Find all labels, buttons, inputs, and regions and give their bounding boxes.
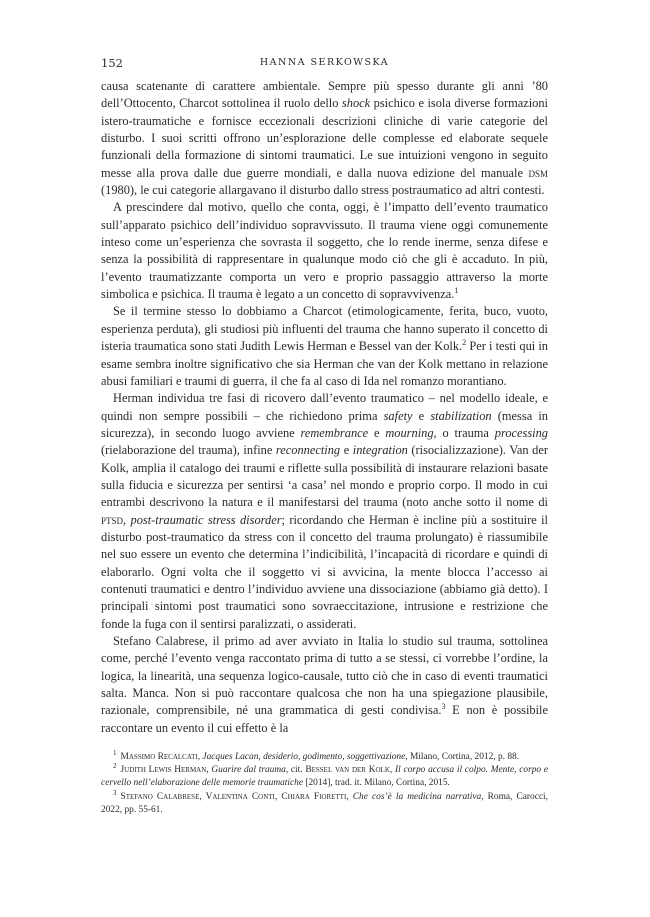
text-run: (risocializzazione). Van der Kolk, amplia il catalogo dei traumi e riflette sulla possibilità di instaurare relazioni basate sulla fiducia e sicurezza per sentirsi ‘a casa’ nel mondo e proprio corpo. Il modo in cui entrambi descrivono la natura e il manifestarsi del trauma (noto anche sotto il nome di [101,443,548,510]
page-header [101,56,548,76]
italic-term: reconnecting [275,443,341,458]
text-run: Stefano Calabrese, il primo ad aver avviato in Italia lo studio sul trauma, sottolinea come, perché l’evento venga raccontato prima di tutto a se stessi, ci vorrebbe l’ordine, la logica, la linearità, una sequenza logico-causale, tutto ciò che in caso di eventi traumatici salta. Manca. Non si può raccontare qualcosa che non ha una spiegazione plausibile, razionale, comprensibile, né una grammatica di gesti condivisa. [101,634,548,718]
footnotes [101,748,548,817]
footnote-author: Massimo Recalcati [120,752,198,763]
italic-term: post-traumatic stress disorder [130,512,282,527]
text-run: psichico e isola diverse formazioni istero-traumatiche e fornisce eccezionali descrizioni cliniche di varie categorie del disturbo. I suoi scritti offrono un’esplorazione delle complesse ed elaborate sequele funzionali della formazione di sintomi traumatici. Le sue intuizioni vengono in seguito messe alla prova dalle due guerre mondiali, e dalla nuova edizione del manuale [101,96,549,180]
text-run: ; ricordando che Herman è incline più a sostituire il disturbo post-traumatico da stress con il concetto del trauma prolungato) è riassumibile nel suo essere un evento che determina l’indicibilità, l’incapacità di ricordare e quindi di elaborarlo. Ogni volta che il soggetto vi si avvicina, la mente blocca l’accesso ai contenuti traumatici e dentro l’individuo avviene una dissociazione (abbiamo già detto). I principali sintomi post traumatici sono sovraeccitazione, intrusione e restrizione che fonde la fuga con il sentirsi paralizzati, o assiderati. [101,512,548,631]
italic-term: stabilization [430,408,492,423]
italic-term: shock [341,96,371,111]
text-run: (rielaborazione del trauma), infine [101,443,276,458]
text-run: , [123,512,131,527]
footnote-author: Stefano Calabrese, Valentina Conti, Chiara Fioretti [120,791,347,802]
footnote-ref-2: 2 [462,338,467,348]
text-run: (1980), le cui categorie allargavano il disturbo dallo stress postraumatico ad altri contesti. [101,183,545,198]
running-head: HANNA SERKOWSKA [259,57,390,68]
text-run: E non è possibile raccontare un evento il cui effetto è la [101,703,548,735]
footnote-author: Judith Lewis Herman [120,765,207,776]
paragraph [101,390,548,633]
text-run: e [412,408,431,423]
text-run: Herman individua tre fasi di ricovero dall’evento traumatico – nel modello ideale, e quindi non sempre possibili – che richiedono prima [101,391,548,423]
text-run: , Milano, Cortina, 2012, p. 88. [405,752,520,763]
footnote-title: Jacques Lacan, desiderio, godimento, soggettivazione [202,752,406,763]
footnote-title: Che cos’è la medicina narrativa [352,791,482,802]
italic-term: safety [383,408,413,423]
book-page [101,56,548,817]
page-number: 152 [101,56,123,70]
footnote-number: 1 [113,748,117,757]
text-run: e [340,443,353,458]
text-run: , Roma, Carocci, 2022, pp. 55-61. [101,791,548,815]
paragraph [101,78,548,199]
italic-term: integration [352,443,408,458]
text-run: , cit. [285,765,306,776]
text-run: , o trauma [433,425,495,440]
text-run: Se il termine stesso lo dobbiamo a Charcot (etimologicamente, ferita, buco, vuoto, esperienza perduta), gli studiosi più influenti del trauma che hanno superato il concetto di isteria traumatica sono stati Judith Lewis Herman e Bessel van der Kolk. [101,304,548,354]
text-run: Per i testi qui in esame sembra inoltre significativo che sia Herman che van der Kolk mettano in relazione abusi familiari e traumi di guerra, il che fa al caso di Ida nel romanzo morantiano. [101,339,548,388]
footnote [101,748,548,764]
footnote-author: Bessel van der Kolk [305,765,390,776]
paragraph [101,633,548,737]
italic-term: remembrance [300,425,369,440]
footnote-title: Guarire dal trauma [211,765,286,776]
footnote-title: Il corpo accusa il colpo. Mente, corpo e cervello nell’elaborazione delle memorie traumatiche [101,765,548,789]
text-run: A prescindere dal motivo, quello che conta, oggi, è l’impatto dell’evento traumatico sull’apparato psichico dell’individuo sopravvissuto. Il trauma viene oggi comunemente inteso come un’esperienza che sovrasta il soggetto, che lo rende inerme, senza difese e senza la possibilità di rappresentare in qualunque modo ciò che gli è accaduto. In più, l’evento traumatizzante comporta un vero e proprio passaggio attraverso la morte simbolica e psichica. Il trauma è legato a un concetto di sopravvivenza. [101,200,548,302]
footnote-number: 3 [113,788,117,797]
italic-term: mourning [385,425,434,440]
text-run: e [368,425,386,440]
acronym-small-caps: ptsd [101,512,124,527]
footnote [101,764,548,790]
italic-term: processing [494,425,548,440]
text-run: causa scatenante di carattere ambientale. Sempre più spesso durante gli anni ’80 dell’Ottocento, Charcot sottolinea il ruolo dello [101,79,548,111]
text-run: (messa in sicurezza), in secondo luogo avviene [101,408,548,440]
footnote-ref-3: 3 [441,702,446,712]
text-run: , [346,791,353,802]
paragraph [101,199,548,303]
footnote-number: 2 [113,762,117,771]
acronym-small-caps: dsm [528,165,548,180]
text-run: [2014], trad. it. Milano, Cortina, 2015. [303,778,450,789]
text-run: , [197,752,203,763]
text-run: , [389,765,395,776]
footnote-ref-1: 1 [454,286,459,295]
body-text [101,78,548,737]
footnote [101,788,548,817]
paragraph [101,303,548,390]
text-run: , [206,765,212,776]
